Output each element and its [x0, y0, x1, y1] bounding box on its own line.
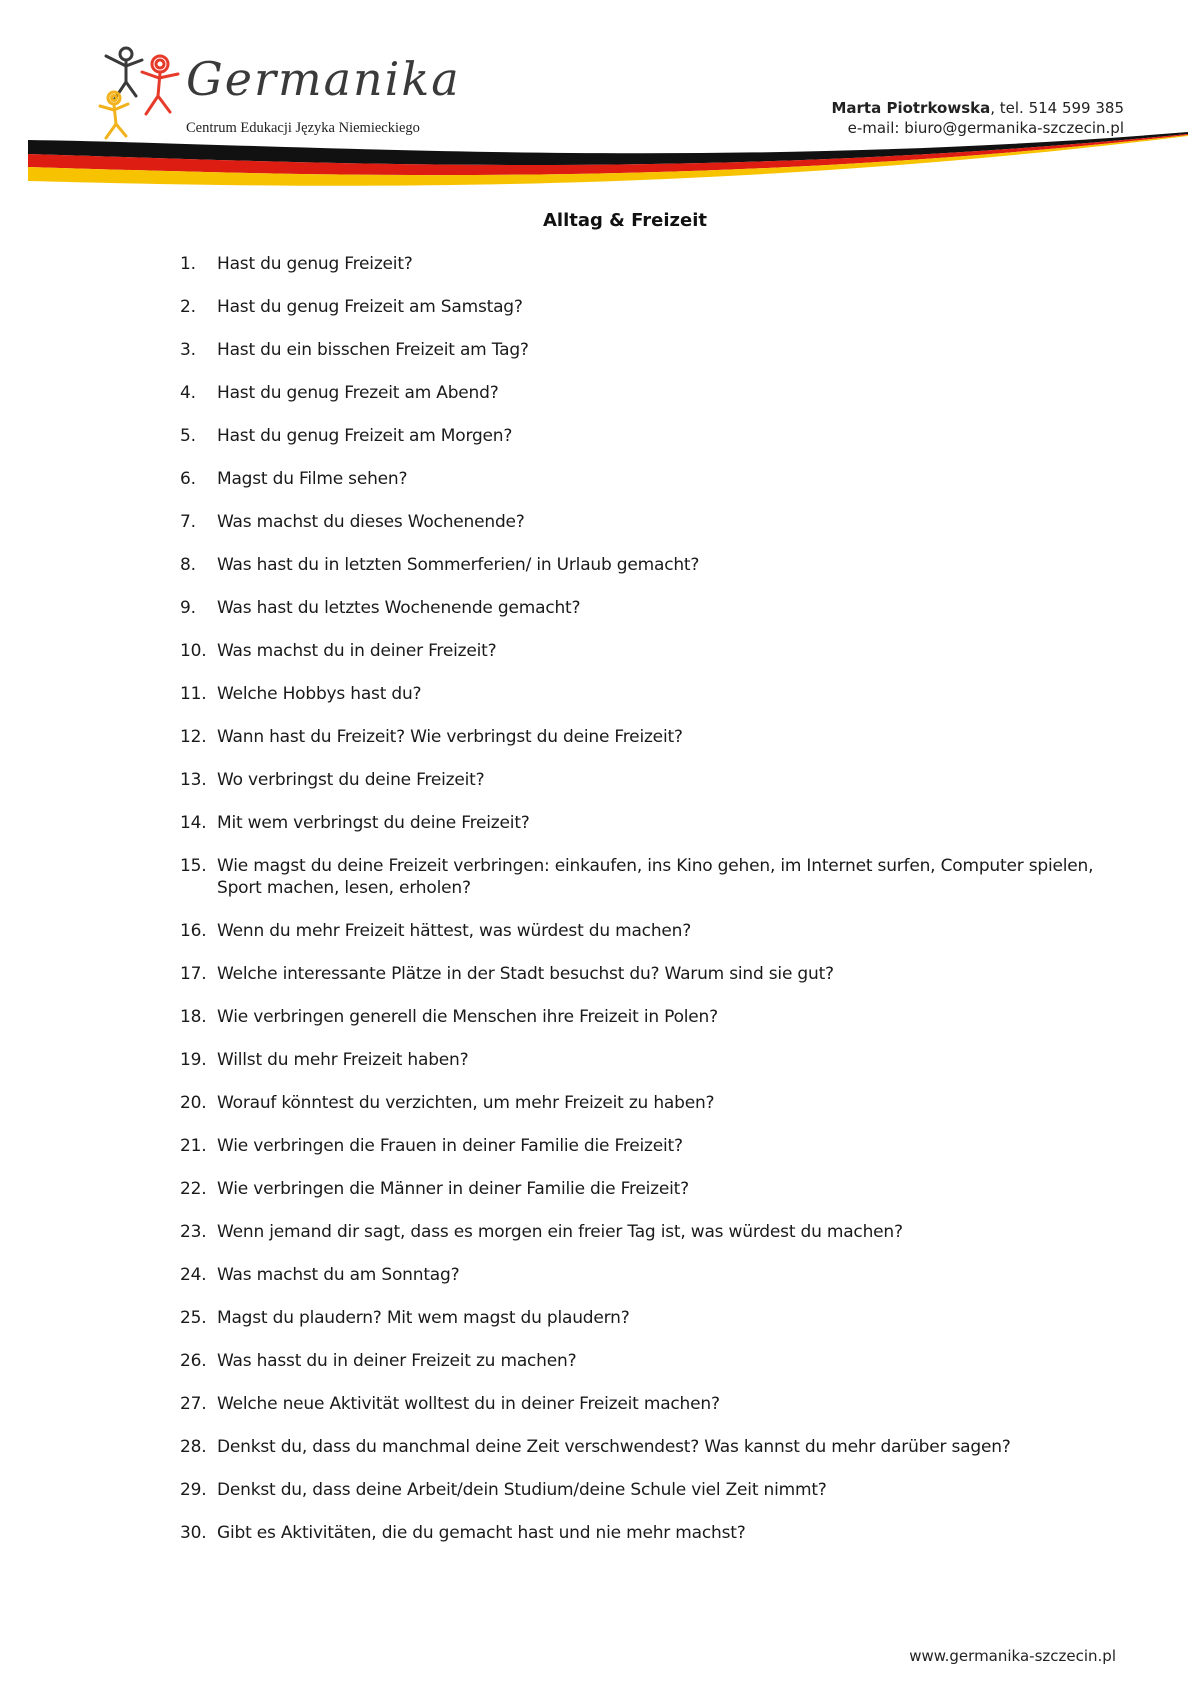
- question-text: Denkst du, dass deine Arbeit/dein Studium/deine Schule viel Zeit nimmt?: [217, 1480, 827, 1500]
- question-text: Welche interessante Plätze in der Stadt besuchst du? Warum sind sie gut?: [217, 964, 834, 984]
- question-number: 19.: [180, 1050, 207, 1070]
- question-text: Hast du genug Freizeit am Samstag?: [217, 297, 523, 317]
- question-number: 12.: [180, 727, 207, 747]
- question-number: 3.: [180, 340, 196, 360]
- question-item: [180, 1006, 1100, 1028]
- question-number: 29.: [180, 1480, 207, 1500]
- question-text: Was hast du letztes Wochenende gemacht?: [217, 598, 581, 618]
- question-number: 28.: [180, 1437, 207, 1457]
- question-number: 27.: [180, 1394, 207, 1414]
- german-flag-swoosh: [0, 120, 1200, 210]
- question-item: [180, 554, 1100, 576]
- question-item: [180, 382, 1100, 404]
- question-text: Magst du Filme sehen?: [217, 469, 408, 489]
- question-number: 2.: [180, 297, 196, 317]
- question-item: [180, 683, 1100, 705]
- question-item: [180, 726, 1100, 748]
- question-item: [180, 1264, 1100, 1286]
- question-item: [180, 1049, 1100, 1071]
- question-number: 24.: [180, 1265, 207, 1285]
- question-item: [180, 468, 1100, 490]
- question-number: 15.: [180, 856, 207, 876]
- question-number: 1.: [180, 254, 196, 274]
- question-text: Wann hast du Freizeit? Wie verbringst du deine Freizeit?: [217, 727, 683, 747]
- question-text: Hast du genug Freizeit am Morgen?: [217, 426, 513, 446]
- question-item: [180, 1436, 1100, 1458]
- question-text: Welche neue Aktivität wolltest du in deiner Freizeit machen?: [217, 1394, 720, 1414]
- contact-email: e-mail: biuro@germanika-szczecin.pl: [847, 119, 1124, 137]
- logo-name: Germanika: [186, 52, 461, 106]
- question-number: 9.: [180, 598, 196, 618]
- question-item: [180, 597, 1100, 619]
- question-text: Hast du ein bisschen Freizeit am Tag?: [217, 340, 529, 360]
- question-text: Was machst du am Sonntag?: [217, 1265, 460, 1285]
- question-text: Welche Hobbys hast du?: [217, 684, 422, 704]
- question-number: 30.: [180, 1523, 207, 1543]
- question-text: Wie verbringen die Männer in deiner Familie die Freizeit?: [217, 1179, 689, 1199]
- question-number: 6.: [180, 469, 196, 489]
- contact-phone: , tel. 514 599 385: [990, 99, 1124, 117]
- logo-tagline: Centrum Edukacji Języka Niemieckiego: [186, 120, 420, 136]
- question-text: Hast du genug Frezeit am Abend?: [217, 383, 499, 403]
- question-number: 11.: [180, 684, 207, 704]
- question-number: 8.: [180, 555, 196, 575]
- question-text: Wie verbringen die Frauen in deiner Familie die Freizeit?: [217, 1136, 683, 1156]
- question-item: [180, 855, 1100, 899]
- question-item: [180, 1479, 1100, 1501]
- contact-line: [831, 98, 1124, 118]
- question-text: Wenn jemand dir sagt, dass es morgen ein freier Tag ist, was würdest du machen?: [217, 1222, 903, 1242]
- question-number: 22.: [180, 1179, 207, 1199]
- question-text: Mit wem verbringst du deine Freizeit?: [217, 813, 530, 833]
- question-item: [180, 1350, 1100, 1372]
- question-item: [180, 1393, 1100, 1415]
- question-item: [180, 511, 1100, 533]
- question-text: Was hasst du in deiner Freizeit zu machen?: [217, 1351, 577, 1371]
- question-text: Wie magst du deine Freizeit verbringen: einkaufen, ins Kino gehen, im Internet surfen, Computer spielen, Sport machen, lesen, erholen?: [217, 856, 1094, 898]
- question-text: Willst du mehr Freizeit haben?: [217, 1050, 469, 1070]
- question-item: [180, 425, 1100, 447]
- question-number: 23.: [180, 1222, 207, 1242]
- question-number: 7.: [180, 512, 196, 532]
- question-number: 20.: [180, 1093, 207, 1113]
- question-list: [180, 253, 1100, 1565]
- question-text: Wo verbringst du deine Freizeit?: [217, 770, 485, 790]
- question-item: [180, 253, 1100, 275]
- question-item: [180, 1178, 1100, 1200]
- question-text: Wie verbringen generell die Menschen ihre Freizeit in Polen?: [217, 1007, 718, 1027]
- question-text: Denkst du, dass du manchmal deine Zeit verschwendest? Was kannst du mehr darüber sagen?: [217, 1437, 1011, 1457]
- question-text: Worauf könntest du verzichten, um mehr Freizeit zu haben?: [217, 1093, 715, 1113]
- question-item: [180, 1307, 1100, 1329]
- question-item: [180, 812, 1100, 834]
- question-item: [180, 920, 1100, 942]
- question-number: 21.: [180, 1136, 207, 1156]
- question-item: [180, 339, 1100, 361]
- question-number: 5.: [180, 426, 196, 446]
- question-item: [180, 769, 1100, 791]
- question-text: Magst du plaudern? Mit wem magst du plaudern?: [217, 1308, 630, 1328]
- question-number: 16.: [180, 921, 207, 941]
- page-title: Alltag & Freizeit: [543, 210, 707, 231]
- question-number: 14.: [180, 813, 207, 833]
- question-item: [180, 1092, 1100, 1114]
- question-item: [180, 1135, 1100, 1157]
- question-item: [180, 963, 1100, 985]
- question-item: [180, 296, 1100, 318]
- footer-website: www.germanika-szczecin.pl: [909, 1647, 1116, 1665]
- question-item: [180, 1522, 1100, 1544]
- question-number: 4.: [180, 383, 196, 403]
- question-text: Was hast du in letzten Sommerferien/ in Urlaub gemacht?: [217, 555, 700, 575]
- question-number: 17.: [180, 964, 207, 984]
- question-item: [180, 640, 1100, 662]
- question-number: 26.: [180, 1351, 207, 1371]
- question-number: 13.: [180, 770, 207, 790]
- question-text: Was machst du in deiner Freizeit?: [217, 641, 497, 661]
- question-text: Gibt es Aktivitäten, die du gemacht hast und nie mehr machst?: [217, 1523, 746, 1543]
- question-text: Wenn du mehr Freizeit hättest, was würdest du machen?: [217, 921, 692, 941]
- question-number: 18.: [180, 1007, 207, 1027]
- question-text: Hast du genug Freizeit?: [217, 254, 413, 274]
- question-item: [180, 1221, 1100, 1243]
- question-number: 10.: [180, 641, 207, 661]
- contact-name: Marta Piotrkowska: [831, 99, 991, 117]
- question-number: 25.: [180, 1308, 207, 1328]
- question-text: Was machst du dieses Wochenende?: [217, 512, 525, 532]
